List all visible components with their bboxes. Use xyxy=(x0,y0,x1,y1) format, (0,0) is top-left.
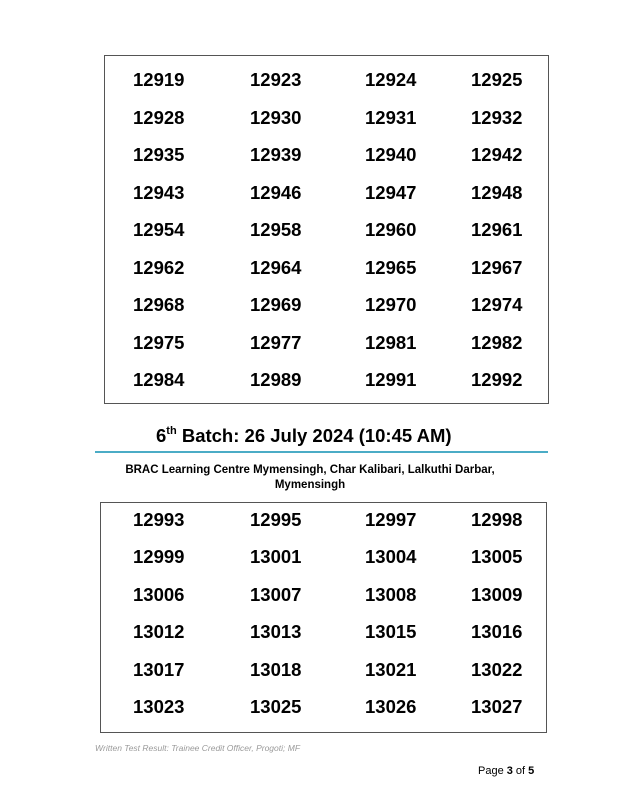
result-row xyxy=(105,66,548,94)
roll-number: 12961 xyxy=(471,219,523,240)
roll-number: 13013 xyxy=(250,621,302,643)
roll-number: 12946 xyxy=(250,181,302,203)
roll-number: 12928 xyxy=(133,106,185,128)
roll-number: 13015 xyxy=(365,621,417,643)
roll-number: 12989 xyxy=(250,369,302,390)
roll-number: 12992 xyxy=(471,369,523,390)
footer-note: Written Test Result: Trainee Credit Officer, Progoti; MF xyxy=(95,743,301,753)
roll-number: 12975 xyxy=(133,331,185,353)
heading-underline xyxy=(95,451,548,453)
result-row xyxy=(101,693,546,721)
batch6-heading xyxy=(156,422,452,453)
roll-number: 13026 xyxy=(365,696,417,717)
roll-number: 12981 xyxy=(365,331,417,353)
roll-number: 13006 xyxy=(133,583,185,605)
roll-number: 13008 xyxy=(365,583,417,605)
roll-number: 13017 xyxy=(133,658,185,680)
roll-number: 12958 xyxy=(250,219,302,240)
roll-number: 12940 xyxy=(365,144,417,165)
result-row xyxy=(105,216,548,244)
page-middle: of xyxy=(512,765,529,777)
roll-number: 13004 xyxy=(365,546,417,568)
result-row xyxy=(105,329,548,357)
page-number xyxy=(478,765,534,777)
batch6-number: 6 xyxy=(156,425,167,446)
result-row xyxy=(101,618,546,646)
roll-number: 12969 xyxy=(250,294,302,315)
roll-number: 13025 xyxy=(250,696,302,717)
roll-number: 12942 xyxy=(471,144,523,165)
batch6-venue xyxy=(100,463,520,493)
roll-number: 12954 xyxy=(133,219,185,240)
roll-number: 12993 xyxy=(133,509,185,530)
roll-number: 12925 xyxy=(471,69,523,90)
roll-number: 13007 xyxy=(250,583,302,605)
result-row xyxy=(105,254,548,282)
roll-number: 12982 xyxy=(471,331,523,353)
venue-line-2: Mymensingh xyxy=(274,479,346,491)
roll-number: 13021 xyxy=(365,658,417,680)
result-row xyxy=(105,291,548,319)
roll-number: 13001 xyxy=(250,546,302,568)
roll-number: 12919 xyxy=(133,69,185,90)
roll-number: 12970 xyxy=(365,294,417,315)
roll-number: 12964 xyxy=(250,256,302,278)
roll-number: 13016 xyxy=(471,621,523,643)
roll-number: 12984 xyxy=(133,369,185,390)
roll-number: 12995 xyxy=(250,509,302,530)
roll-number: 12977 xyxy=(250,331,302,353)
batch6-title: Batch: 26 July 2024 (10:45 AM) xyxy=(176,425,452,446)
batch6-ordinal-suffix: th xyxy=(166,425,177,437)
result-row xyxy=(101,656,546,684)
roll-number: 12974 xyxy=(471,294,523,315)
roll-number: 12932 xyxy=(471,106,523,128)
result-row xyxy=(101,543,546,571)
result-row xyxy=(105,141,548,169)
roll-number: 12931 xyxy=(365,106,417,128)
result-row xyxy=(105,366,548,394)
venue-line-1: BRAC Learning Centre Mymensingh, Char Kalibari, Lalkuthi Darbar, xyxy=(125,464,495,476)
roll-number: 12943 xyxy=(133,181,185,203)
roll-number: 12968 xyxy=(133,294,185,315)
roll-number: 13012 xyxy=(133,621,185,643)
roll-number: 12967 xyxy=(471,256,523,278)
roll-number: 12991 xyxy=(365,369,417,390)
roll-number: 12939 xyxy=(250,144,302,165)
roll-number: 13022 xyxy=(471,658,523,680)
roll-number: 12962 xyxy=(133,256,185,278)
result-row xyxy=(105,179,548,207)
roll-number: 12965 xyxy=(365,256,417,278)
roll-number: 12960 xyxy=(365,219,417,240)
page-prefix: Page xyxy=(478,765,507,777)
batch6-results-table xyxy=(100,502,547,733)
result-row xyxy=(101,581,546,609)
roll-number: 12997 xyxy=(365,509,417,530)
page-total: 5 xyxy=(528,765,535,777)
roll-number: 12998 xyxy=(471,509,523,530)
roll-number: 12948 xyxy=(471,181,523,203)
roll-number: 12999 xyxy=(133,546,185,568)
roll-number: 12923 xyxy=(250,69,302,90)
roll-number: 12935 xyxy=(133,144,185,165)
roll-number: 13005 xyxy=(471,546,523,568)
roll-number: 13009 xyxy=(471,583,523,605)
roll-number: 13027 xyxy=(471,696,523,717)
page-current: 3 xyxy=(506,765,513,777)
roll-number: 12947 xyxy=(365,181,417,203)
roll-number: 12924 xyxy=(365,69,417,90)
roll-number: 12930 xyxy=(250,106,302,128)
roll-number: 13018 xyxy=(250,658,302,680)
result-row xyxy=(101,506,546,534)
batch5-results-table xyxy=(104,55,549,404)
roll-number: 13023 xyxy=(133,696,185,717)
result-row xyxy=(105,104,548,132)
